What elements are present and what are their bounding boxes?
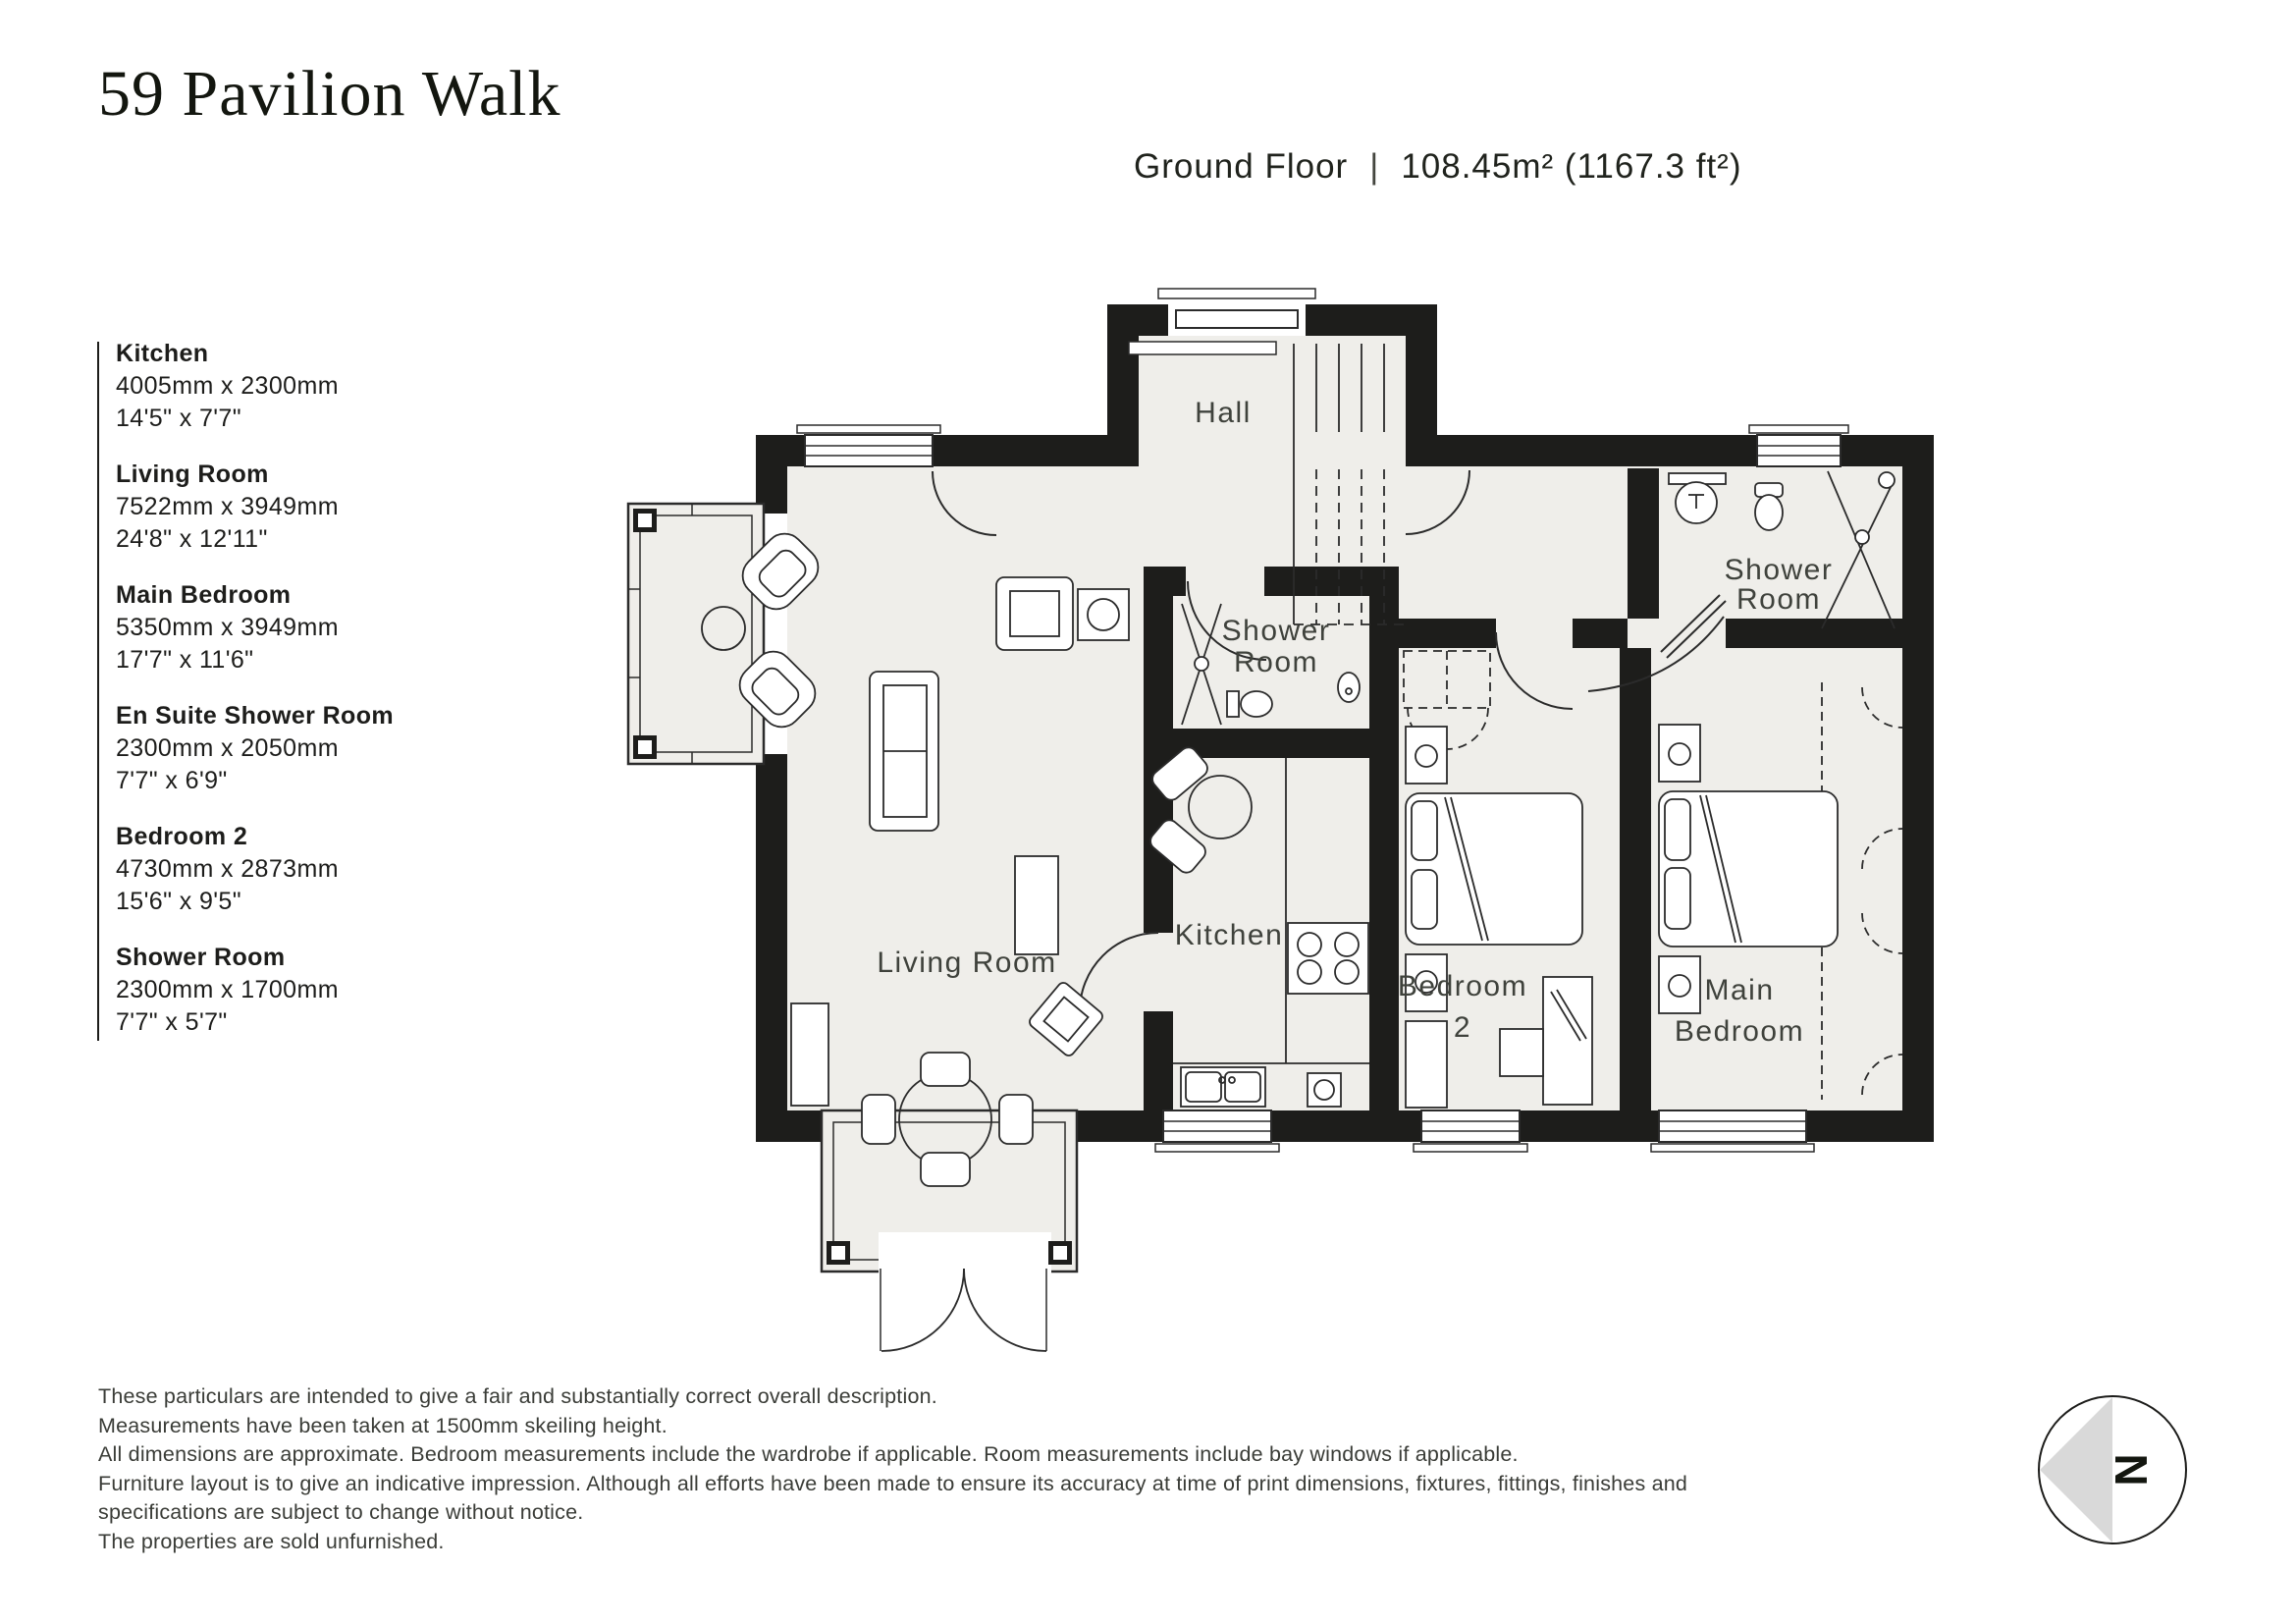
page-title: 59 Pavilion Walk bbox=[98, 58, 561, 130]
floor-area-subtitle bbox=[1134, 147, 1742, 187]
room-name: Bedroom 2 bbox=[116, 823, 248, 850]
room-imperial: 24'8" x 12'11" bbox=[116, 525, 268, 553]
front-door bbox=[1158, 289, 1315, 336]
room-entry-ensuite bbox=[116, 700, 394, 797]
room-entry-main-bedroom bbox=[116, 579, 394, 677]
room-label-ensuite-1: Shower bbox=[1724, 554, 1834, 586]
disclaimer-text bbox=[98, 1382, 1687, 1556]
room-imperial: 14'5" x 7'7" bbox=[116, 405, 242, 432]
bedroom2-bottom-window bbox=[1414, 1110, 1527, 1152]
room-name: Living Room bbox=[116, 460, 269, 488]
room-label-hall: Hall bbox=[1195, 397, 1252, 429]
room-dimensions-list bbox=[116, 338, 394, 1062]
room-entry-kitchen bbox=[116, 338, 394, 435]
room-label-main-bedroom-1: Main bbox=[1704, 974, 1775, 1006]
north-compass bbox=[2038, 1395, 2187, 1544]
room-label-kitchen: Kitchen bbox=[1174, 919, 1284, 951]
tv-unit bbox=[791, 1003, 828, 1106]
floor-area-value: 108.45m² (1167.3 ft²) bbox=[1401, 147, 1742, 186]
ensuite-top-window bbox=[1749, 425, 1848, 466]
room-label-shower-center-2: Room bbox=[1233, 646, 1319, 678]
living-room-top-window bbox=[797, 425, 940, 466]
disclaimer-line: All dimensions are approximate. Bedroom measurements include the wardrobe if applicable. Room measurements include bay windows if applicable. bbox=[98, 1442, 1519, 1466]
sofa bbox=[870, 672, 938, 831]
disclaimer-line: Furniture layout is to give an indicative impression. Although all efforts have been made to ensure its accuracy at time of print dimensions, fixtures, fittings, finishes and bbox=[98, 1471, 1688, 1495]
room-imperial: 17'7" x 11'6" bbox=[116, 646, 254, 674]
side-table bbox=[1078, 589, 1129, 640]
main-bedroom-bottom-window bbox=[1651, 1110, 1814, 1152]
sidebar-rule bbox=[97, 342, 99, 1041]
floor-label: Ground Floor bbox=[1134, 147, 1349, 186]
disclaimer-line: These particulars are intended to give a fair and substantially correct overall description. bbox=[98, 1384, 937, 1408]
room-imperial: 7'7" x 6'9" bbox=[116, 767, 228, 794]
hob bbox=[1288, 923, 1368, 994]
disclaimer-line: The properties are sold unfurnished. bbox=[98, 1529, 445, 1553]
kitchen-sink bbox=[1181, 1067, 1265, 1107]
subtitle-separator: | bbox=[1369, 147, 1380, 186]
compass-north-label: N bbox=[2106, 1453, 2158, 1487]
bottom-bay-french-doors bbox=[822, 1110, 1077, 1351]
room-name: Shower Room bbox=[116, 944, 286, 971]
room-name: Main Bedroom bbox=[116, 581, 292, 609]
armchair bbox=[996, 577, 1073, 650]
room-label-main-bedroom-2: Bedroom bbox=[1674, 1015, 1805, 1048]
floorplan-drawing bbox=[589, 265, 2002, 1384]
coffee-table bbox=[1015, 856, 1058, 954]
room-metric: 5350mm x 3949mm bbox=[116, 614, 339, 641]
washing-machine bbox=[1308, 1073, 1341, 1107]
kitchen-bottom-window bbox=[1155, 1110, 1279, 1152]
room-metric: 2300mm x 1700mm bbox=[116, 976, 339, 1003]
room-entry-bedroom-2 bbox=[116, 821, 394, 918]
room-label-bedroom2-1: Bedroom bbox=[1397, 970, 1528, 1002]
room-metric: 2300mm x 2050mm bbox=[116, 734, 339, 762]
room-label-living: Living Room bbox=[877, 947, 1057, 979]
room-label-shower-center-1: Shower bbox=[1221, 615, 1331, 647]
room-name: En Suite Shower Room bbox=[116, 702, 395, 730]
room-label-bedroom2-2: 2 bbox=[1453, 1011, 1472, 1044]
disclaimer-line: Measurements have been taken at 1500mm skeiling height. bbox=[98, 1413, 667, 1437]
room-metric: 4730mm x 2873mm bbox=[116, 855, 339, 883]
disclaimer-line: specifications are subject to change without notice. bbox=[98, 1500, 584, 1524]
hall-radiator bbox=[1129, 342, 1276, 354]
room-name: Kitchen bbox=[116, 340, 209, 367]
room-entry-shower-room bbox=[116, 942, 394, 1039]
room-label-ensuite-2: Room bbox=[1735, 583, 1822, 616]
room-metric: 7522mm x 3949mm bbox=[116, 493, 339, 520]
left-bay-window bbox=[628, 504, 764, 764]
room-entry-living-room bbox=[116, 459, 394, 556]
room-imperial: 15'6" x 9'5" bbox=[116, 888, 242, 915]
room-metric: 4005mm x 2300mm bbox=[116, 372, 339, 400]
room-imperial: 7'7" x 5'7" bbox=[116, 1008, 228, 1036]
